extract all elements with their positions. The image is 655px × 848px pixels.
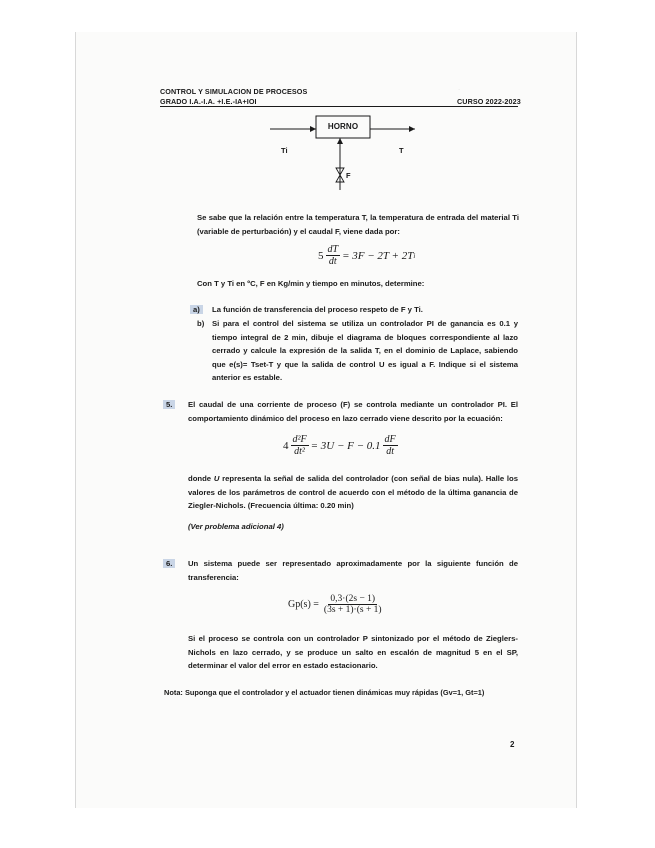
input-label: Ti <box>281 146 288 155</box>
block-label: HORNO <box>327 122 359 131</box>
item-a-text: La función de transferencia del proceso respeto de F y Ti. <box>212 305 423 314</box>
equation-temperature: 5 $\frac{dT}{dt}$ = 3F − 2T + 2T i <box>318 244 416 267</box>
item-b-text: Si para el control del sistema se utiliza un controlador PI de ganancia es 0.1 y tiempo integral de 2 min, dibuje el diagrama de bloques correspondiente al lazo cerrado y calcule la expresión de la salida T, en el dominio de Laplace, sabiendo que e(s)= Tset-T y que la salida de control U es igual a F. Indique si el sistema anterior es estable. <box>212 319 518 383</box>
disturbance-label: F <box>346 171 351 180</box>
item-a-label: a) <box>190 303 203 317</box>
degree: GRADO I.A.-I.A. +I.E.-IA+IOI <box>160 97 257 106</box>
eq-rhs: = 3F − 2T + 2T <box>342 249 414 262</box>
page-number: 2 <box>510 740 515 749</box>
problem-6-number: 6. <box>163 557 175 571</box>
eq-coef: 5 <box>318 249 324 262</box>
problem-5-number: 5. <box>163 398 175 412</box>
equation-flow: 4 $\frac{\text{d²F}}{\text{dt²}}$ = 3U − F − 0.1 $\frac{dF}{dt}$ <box>283 434 396 457</box>
problem-4-intro: Se sabe que la relación entre la temperatura T, la temperatura de entrada del material Ti (variable de perturbación) y el caudal F, viene dada por: <box>197 213 519 236</box>
problem-5-note: (Ver problema adicional 4) <box>188 522 284 531</box>
item-b-label: b) <box>197 319 205 328</box>
course-title: CONTROL Y SIMULACION DE PROCESOS <box>160 87 308 96</box>
general-note: Nota: Suponga que el controlador y el actuador tienen dinámicas muy rápidas (Gv=1, Gt=1) <box>164 688 485 697</box>
problem-5-after: donde U representa la señal de salida del controlador (con señal de bias nula). Halle los valores de los parámetros de control de acuerdo con el método de la última ganancia de Ziegler-Nichols. (Frecuencia última: 0.20 min) <box>188 474 518 511</box>
problem-4-units: Con T y Ti en ºC, F en Kg/min y tiempo en minutos, determine: <box>197 279 425 288</box>
problem-6-text-2: Si el proceso se controla con un controlador P sintonizado por el método de Zieglers-Nichols en lazo cerrado, y se produce un salto en escalón de magnitud 5 en el SP, determinar el valor del error en estado estacionario. <box>188 634 518 671</box>
course-year: CURSO 2022-2023 <box>457 97 521 106</box>
problem-5-text: El caudal de una corriente de proceso (F) se controla mediante un controlador PI. El comportamiento dinámico del proceso en lazo cerrado viene descrito por la ecuación: <box>188 400 518 423</box>
output-label: T <box>399 146 404 155</box>
problem-6-text: Un sistema puede ser representado aproximadamente por la siguiente función de transferencia: <box>188 559 518 582</box>
header-rule <box>160 106 518 107</box>
bleed-through-mark: · <box>458 86 461 93</box>
transfer-function: Gp(s) = $\frac{0,3\cdot(2s - 1)}{(3s + 1)\cdot(s + 1)}$ <box>288 594 382 616</box>
